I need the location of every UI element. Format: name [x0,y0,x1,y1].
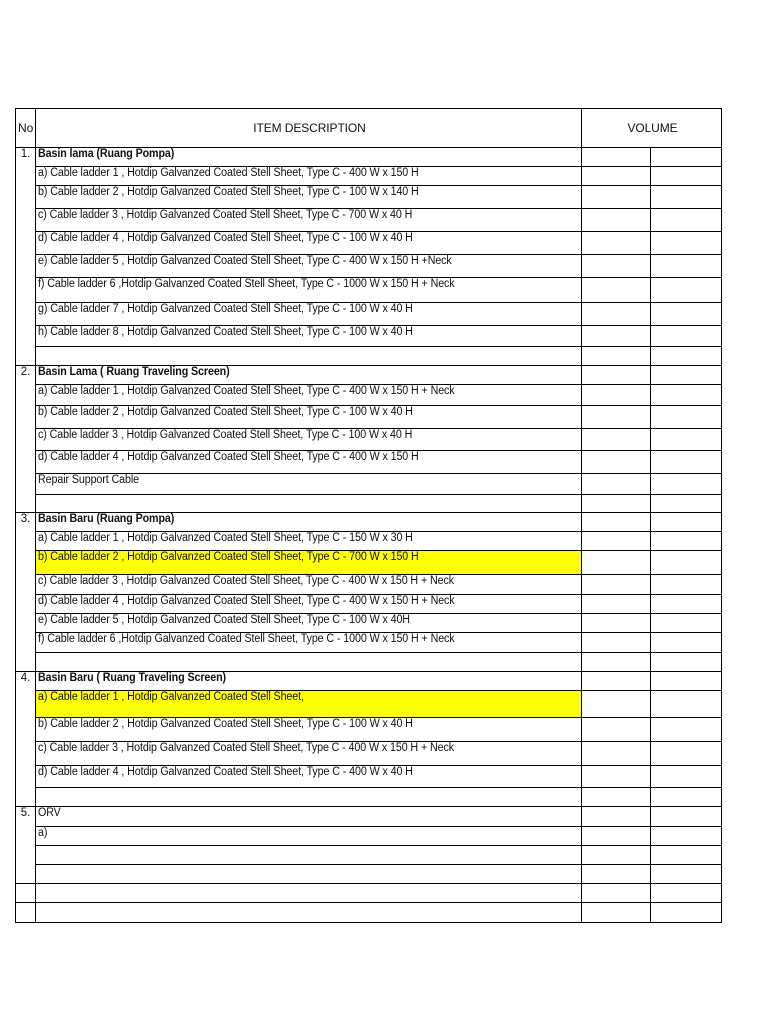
table-row [16,347,722,366]
table-row [16,366,722,385]
row-number-cell[interactable] [16,742,36,766]
unit-cell[interactable] [651,278,722,303]
item-description-text: b) Cable ladder 2 , Hotdip Galvanzed Coated Stell Sheet, Type C - 700 W x 150 H [38,551,419,563]
item-description-cell[interactable] [36,406,582,429]
table-row [16,474,722,495]
row-number-cell[interactable] [16,186,36,209]
volume-cell[interactable] [582,575,651,595]
volume-cell[interactable] [582,595,651,614]
volume-cell[interactable] [582,513,651,532]
item-description-text: Repair Support Cable [38,474,139,486]
item-description-cell[interactable] [36,495,582,513]
unit-cell[interactable] [651,232,722,255]
row-number-cell[interactable] [16,209,36,232]
unit-cell[interactable] [651,827,722,846]
volume-cell[interactable] [582,846,651,865]
item-description-cell[interactable] [36,865,582,884]
row-number-cell[interactable] [16,718,36,742]
item-description-cell[interactable] [36,788,582,807]
volume-cell[interactable] [582,633,651,653]
item-description-cell[interactable] [36,326,582,347]
volume-cell[interactable] [582,148,651,167]
item-description-text: Basin Lama ( Ruang Traveling Screen) [38,366,230,378]
volume-cell[interactable] [582,718,651,742]
row-number-cell[interactable] [16,827,36,846]
table-row [16,385,722,406]
volume-cell[interactable] [582,429,651,451]
unit-cell[interactable] [651,884,722,903]
volume-cell[interactable] [582,672,651,691]
table-row [16,903,722,923]
volume-cell[interactable] [582,255,651,278]
item-description-text: Basin lama (Ruang Pompa) [38,148,175,160]
unit-cell[interactable] [651,495,722,513]
item-description-cell[interactable] [36,846,582,865]
header-no[interactable]: No [16,109,36,148]
item-description-text: a) Cable ladder 1 , Hotdip Galvanzed Coated Stell Sheet, Type C - 400 W x 150 H + Neck [38,385,455,397]
table-row [16,551,722,575]
item-description-cell[interactable] [36,429,582,451]
table-row [16,653,722,672]
row-number-cell[interactable]: 4. [16,672,36,691]
item-description-cell[interactable] [36,884,582,903]
table-row [16,827,722,846]
volume-cell[interactable] [582,495,651,513]
unit-cell[interactable] [651,209,722,232]
unit-cell[interactable] [651,385,722,406]
item-table [15,108,722,923]
unit-cell[interactable] [651,903,722,923]
volume-cell[interactable] [582,303,651,326]
item-description-cell[interactable] [36,551,582,575]
item-description-text: a) Cable ladder 1 , Hotdip Galvanzed Coated Stell Sheet, [38,691,304,703]
unit-cell[interactable] [651,595,722,614]
item-description-cell[interactable] [36,691,582,718]
item-description-text: d) Cable ladder 4 , Hotdip Galvanzed Coated Stell Sheet, Type C - 400 W x 150 H + Neck [38,595,455,607]
table-row [16,513,722,532]
item-description-cell[interactable] [36,278,582,303]
table-row [16,303,722,326]
item-description-cell[interactable] [36,385,582,406]
row-number-cell[interactable] [16,865,36,884]
table-row [16,614,722,633]
item-description-text: d) Cable ladder 4 , Hotdip Galvanzed Coated Stell Sheet, Type C - 100 W x 40 H [38,232,413,244]
unit-cell[interactable] [651,614,722,633]
row-number-cell[interactable] [16,474,36,495]
table-row [16,429,722,451]
unit-cell[interactable] [651,807,722,827]
row-number-cell[interactable] [16,532,36,551]
item-description-text: e) Cable ladder 5 , Hotdip Galvanzed Coated Stell Sheet, Type C - 400 W x 150 H +Neck [38,255,452,267]
table-row [16,232,722,255]
row-number-cell[interactable] [16,167,36,186]
volume-cell[interactable] [582,691,651,718]
item-description-cell[interactable] [36,595,582,614]
unit-cell[interactable] [651,532,722,551]
unit-cell[interactable] [651,788,722,807]
table-row [16,865,722,884]
unit-cell[interactable] [651,865,722,884]
volume-cell[interactable] [582,385,651,406]
unit-cell[interactable] [651,255,722,278]
item-description-cell[interactable] [36,903,582,923]
volume-cell[interactable] [582,903,651,923]
volume-cell[interactable] [582,186,651,209]
table-row [16,788,722,807]
row-number-cell[interactable] [16,575,36,595]
item-description-cell[interactable] [36,766,582,788]
volume-cell[interactable] [582,865,651,884]
unit-cell[interactable] [651,513,722,532]
unit-cell[interactable] [651,575,722,595]
unit-cell[interactable] [651,766,722,788]
item-description-cell[interactable] [36,474,582,495]
row-number-cell[interactable] [16,691,36,718]
item-description-cell[interactable] [36,807,582,827]
row-number-cell[interactable]: 3. [16,513,36,532]
row-number-cell[interactable] [16,884,36,903]
unit-cell[interactable] [651,846,722,865]
volume-cell[interactable] [582,742,651,766]
unit-cell[interactable] [651,633,722,653]
volume-cell[interactable] [582,209,651,232]
row-number-cell[interactable] [16,495,36,513]
header-item-description[interactable]: ITEM DESCRIPTION [36,109,582,148]
item-description-cell[interactable] [36,532,582,551]
item-description-text: d) Cable ladder 4 , Hotdip Galvanzed Coated Stell Sheet, Type C - 400 W x 150 H [38,451,419,463]
unit-cell[interactable] [651,551,722,575]
item-description-text: Basin Baru (Ruang Pompa) [38,513,175,525]
item-description-text: b) Cable ladder 2 , Hotdip Galvanzed Coated Stell Sheet, Type C - 100 W x 40 H [38,406,413,418]
table-row [16,326,722,347]
table-row [16,742,722,766]
table-row [16,406,722,429]
item-description-cell[interactable] [36,742,582,766]
volume-cell[interactable] [582,551,651,575]
row-number-cell[interactable] [16,633,36,653]
volume-cell[interactable] [582,232,651,255]
item-description-text: f) Cable ladder 6 ,Hotdip Galvanzed Coated Stell Sheet, Type C - 1000 W x 150 H + Neck [38,278,455,290]
row-number-cell[interactable] [16,385,36,406]
table-row [16,167,722,186]
item-description-cell[interactable] [36,575,582,595]
table-row [16,148,722,167]
row-number-cell[interactable] [16,303,36,326]
header-volume[interactable]: VOLUME [582,109,722,148]
row-number-cell[interactable] [16,846,36,865]
item-description-cell[interactable] [36,167,582,186]
item-description-text: d) Cable ladder 4 , Hotdip Galvanzed Coated Stell Sheet, Type C - 400 W x 40 H [38,766,413,778]
unit-cell[interactable] [651,167,722,186]
spreadsheet [15,108,721,923]
item-description-cell[interactable] [36,255,582,278]
item-description-cell[interactable] [36,827,582,846]
table-row [16,495,722,513]
item-description-text: g) Cable ladder 7 , Hotdip Galvanzed Coated Stell Sheet, Type C - 100 W x 40 H [38,303,413,315]
volume-cell[interactable] [582,278,651,303]
table-row [16,575,722,595]
volume-cell[interactable] [582,532,651,551]
item-description-text: Basin Baru ( Ruang Traveling Screen) [38,672,227,684]
row-number-cell[interactable] [16,788,36,807]
volume-cell[interactable] [582,788,651,807]
item-description-cell[interactable] [36,186,582,209]
item-description-text: f) Cable ladder 6 ,Hotdip Galvanzed Coated Stell Sheet, Type C - 1000 W x 150 H + Neck [38,633,455,645]
row-number-cell[interactable] [16,232,36,255]
unit-cell[interactable] [651,406,722,429]
item-description-cell[interactable] [36,614,582,633]
table-row [16,278,722,303]
table-row [16,209,722,232]
unit-cell[interactable] [651,451,722,474]
item-description-text: h) Cable ladder 8 , Hotdip Galvanzed Coated Stell Sheet, Type C - 100 W x 40 H [38,326,413,338]
item-description-cell[interactable] [36,451,582,474]
volume-cell[interactable] [582,474,651,495]
item-description-cell[interactable] [36,653,582,672]
volume-cell[interactable] [582,451,651,474]
row-number-cell[interactable] [16,551,36,575]
table-row [16,532,722,551]
volume-cell[interactable] [582,614,651,633]
volume-cell[interactable] [582,766,651,788]
unit-cell[interactable] [651,326,722,347]
row-number-cell[interactable] [16,614,36,633]
volume-cell[interactable] [582,827,651,846]
item-description-cell[interactable] [36,366,582,385]
item-description-text: c) Cable ladder 3 , Hotdip Galvanzed Coated Stell Sheet, Type C - 100 W x 40 H [38,429,413,441]
unit-cell[interactable] [651,186,722,209]
item-description-text: b) Cable ladder 2 , Hotdip Galvanzed Coated Stell Sheet, Type C - 100 W x 40 H [38,718,413,730]
row-number-cell[interactable] [16,278,36,303]
row-number-cell[interactable]: 1. [16,148,36,167]
volume-cell[interactable] [582,884,651,903]
item-description-text: b) Cable ladder 2 , Hotdip Galvanzed Coated Stell Sheet, Type C - 100 W x 140 H [38,186,419,198]
table-row [16,846,722,865]
item-description-cell[interactable] [36,303,582,326]
row-number-cell[interactable] [16,347,36,366]
unit-cell[interactable] [651,672,722,691]
row-number-cell[interactable] [16,766,36,788]
row-number-cell[interactable] [16,451,36,474]
item-description-text: c) Cable ladder 3 , Hotdip Galvanzed Coated Stell Sheet, Type C - 400 W x 150 H + Neck [38,575,454,587]
volume-cell[interactable] [582,326,651,347]
table-row [16,718,722,742]
item-description-cell[interactable] [36,672,582,691]
volume-cell[interactable] [582,347,651,366]
unit-cell[interactable] [651,148,722,167]
table-row [16,595,722,614]
table-body [16,148,722,923]
item-description-text: a) Cable ladder 1 , Hotdip Galvanzed Coated Stell Sheet, Type C - 400 W x 150 H [38,167,419,179]
table-row [16,633,722,653]
row-number-cell[interactable] [16,406,36,429]
unit-cell[interactable] [651,474,722,495]
row-number-cell[interactable] [16,429,36,451]
table-row [16,255,722,278]
header-row [16,109,722,148]
unit-cell[interactable] [651,429,722,451]
row-number-cell[interactable] [16,595,36,614]
item-description-text: c) Cable ladder 3 , Hotdip Galvanzed Coated Stell Sheet, Type C - 700 W x 40 H [38,209,413,221]
table-row [16,884,722,903]
item-description-text: e) Cable ladder 5 , Hotdip Galvanzed Coated Stell Sheet, Type C - 100 W x 40H [38,614,410,626]
item-description-cell[interactable] [36,209,582,232]
unit-cell[interactable] [651,347,722,366]
table-row [16,186,722,209]
item-description-cell[interactable] [36,232,582,255]
unit-cell[interactable] [651,691,722,718]
row-number-cell[interactable] [16,903,36,923]
volume-cell[interactable] [582,167,651,186]
unit-cell[interactable] [651,742,722,766]
row-number-cell[interactable]: 2. [16,366,36,385]
unit-cell[interactable] [651,718,722,742]
item-description-text: ORV [38,807,61,819]
item-description-text: c) Cable ladder 3 , Hotdip Galvanzed Coated Stell Sheet, Type C - 400 W x 150 H + Neck [38,742,454,754]
volume-cell[interactable] [582,807,651,827]
table-row [16,766,722,788]
unit-cell[interactable] [651,653,722,672]
unit-cell[interactable] [651,303,722,326]
row-number-cell[interactable] [16,326,36,347]
table-row [16,672,722,691]
volume-cell[interactable] [582,653,651,672]
unit-cell[interactable] [651,366,722,385]
item-description-cell[interactable] [36,347,582,366]
volume-cell[interactable] [582,366,651,385]
row-number-cell[interactable] [16,255,36,278]
row-number-cell[interactable] [16,653,36,672]
item-description-cell[interactable] [36,718,582,742]
item-description-text: a) [38,827,48,839]
table-row [16,807,722,827]
item-description-cell[interactable] [36,513,582,532]
table-row [16,691,722,718]
item-description-cell[interactable] [36,148,582,167]
item-description-cell[interactable] [36,633,582,653]
row-number-cell[interactable]: 5. [16,807,36,827]
item-description-text: a) Cable ladder 1 , Hotdip Galvanzed Coated Stell Sheet, Type C - 150 W x 30 H [38,532,413,544]
table-row [16,451,722,474]
volume-cell[interactable] [582,406,651,429]
